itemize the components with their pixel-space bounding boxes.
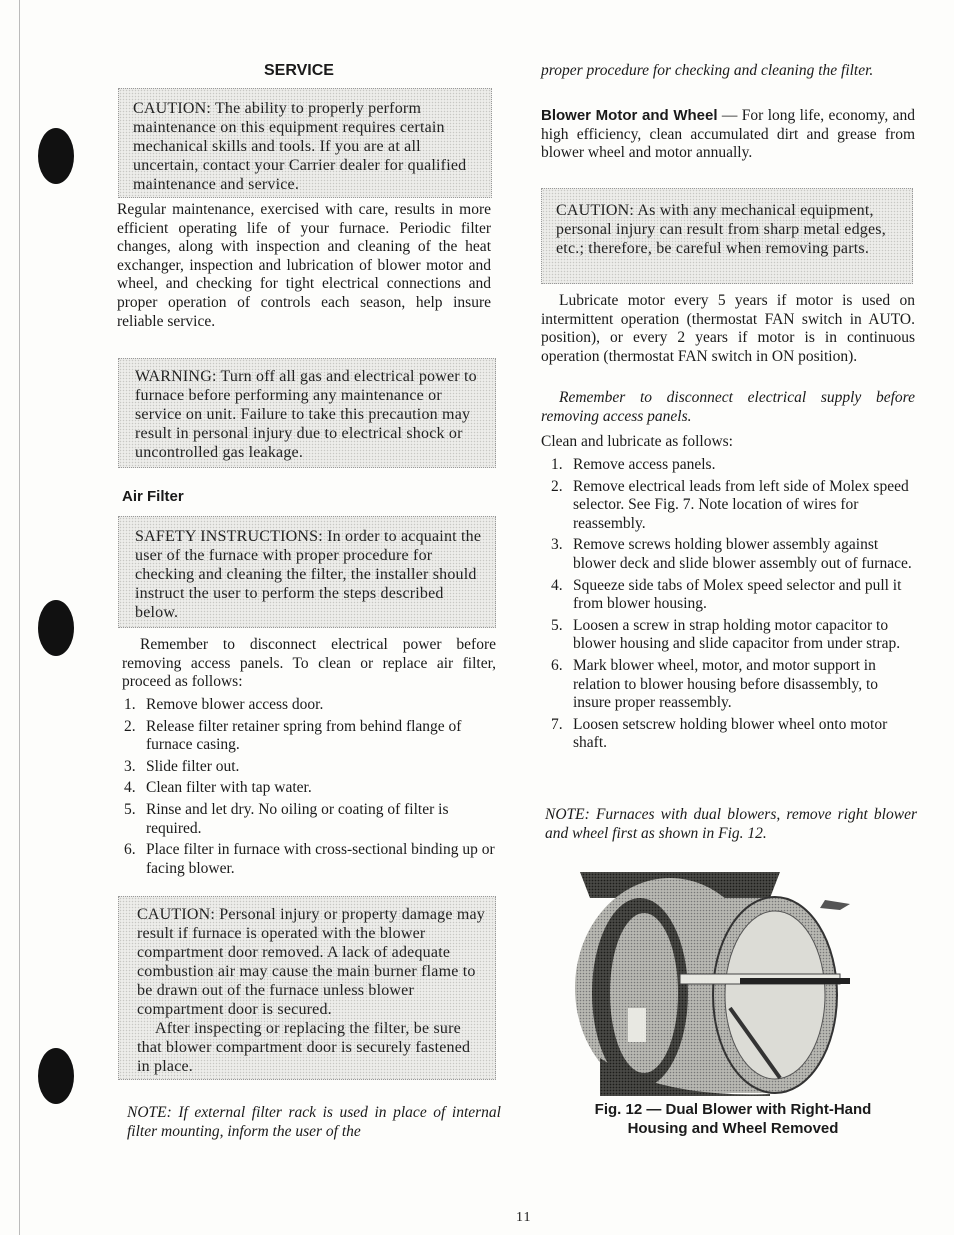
list-item: 6. Mark blower wheel, motor, and motor support in relation to blower housing before disassembly, to insure proper reassembly.: [551, 656, 879, 712]
blower-paragraph: [541, 107, 915, 163]
list-item: 1. Remove blower access door.: [124, 696, 324, 713]
external-filter-note: NOTE: If external filter rack is used in place of internal filter mounting, inform the user of the: [127, 1104, 501, 1140]
list-item: 2. Release filter retainer spring from behind flange of furnace casing.: [124, 717, 462, 754]
list-item: 1. Remove access panels.: [551, 456, 716, 473]
list-item: 3. Slide filter out.: [124, 757, 240, 775]
binder-hole: [38, 128, 74, 184]
caution-text: CAUTION: The ability to properly perform maintenance on this equipment requires certain mechanical skills and tools. If you are at all uncertain, contact your Carrier dealer for qualified maintenance and service.: [133, 100, 467, 193]
blower-steps-list: [549, 456, 917, 756]
warning-box: [118, 358, 496, 468]
list-item: 6. Place filter in furnace with cross-sectional binding up or facing blower.: [124, 841, 495, 877]
blower-photo: [570, 858, 850, 1096]
caution-box-sharp-edges: [541, 188, 913, 284]
caption-line: Fig. 12 — Dual Blower with Right-Hand: [594, 1101, 872, 1118]
caution-box-door: [118, 896, 496, 1080]
list-item: 5. Loosen a screw in strap holding motor capacitor to blower housing and slide capacitor from under strap.: [551, 616, 901, 653]
list-item: 3. Remove screws holding blower assembly against blower deck and slide blower assembly out of furnace.: [551, 536, 912, 572]
filter-steps-list: [122, 696, 496, 881]
safety-text: SAFETY INSTRUCTIONS: In order to acquaint the user of the furnace with proper procedure for checking and cleaning the filter, the installer should instruct the user to perform the steps described below.: [135, 528, 482, 621]
remember-paragraph: Remember to disconnect electrical power before removing access panels. To clean or replace air filter, proceed as follows:: [122, 636, 496, 691]
figure-caption: [548, 1100, 918, 1138]
clean-intro: Clean and lubricate as follows:: [541, 433, 733, 450]
blower-heading: Blower Motor and Wheel: [541, 107, 718, 124]
air-filter-heading: Air Filter: [122, 488, 184, 505]
page-edge-line: [19, 0, 20, 1235]
caution-box-skills: [118, 88, 492, 198]
caption-line: Housing and Wheel Removed: [627, 1120, 839, 1137]
note-continuation: proper procedure for checking and cleaning the filter.: [541, 62, 874, 79]
lubricate-paragraph: Lubricate motor every 5 years if motor is used on intermittent operation (thermostat FAN switch in AUTO. position), or every 2 years if motor is in continuous operation (thermostat FAN switch in ON position).: [541, 292, 915, 365]
binder-hole: [38, 1048, 74, 1104]
remember-electrical-note: Remember to disconnect electrical supply before removing access panels.: [541, 389, 915, 425]
caution-text: CAUTION: As with any mechanical equipment, personal injury can result from sharp metal edges, etc.; therefore, be careful when removing parts.: [556, 202, 886, 257]
binder-hole: [38, 600, 74, 656]
list-item: 2. Remove electrical leads from left side of Molex speed selector. See Fig. 7. Note location of wires for reassembly.: [551, 477, 909, 532]
caution-text: CAUTION: Personal injury or property damage may result if furnace is operated with the blower compartment door removed. A lack of adequate combustion air may cause the main burner flame to be drawn out of the furnace unless blower compartment door is secured.: [137, 906, 485, 1018]
list-item: 4. Clean filter with tap water.: [124, 779, 312, 797]
page-number: 11: [516, 1210, 532, 1225]
list-item: 4. Squeeze side tabs of Molex speed selector and pull it from blower housing.: [551, 576, 902, 613]
caution-text: After inspecting or replacing the filter, be sure that blower compartment door is securely fastened in place.: [137, 1020, 471, 1075]
list-item: 7. Loosen setscrew holding blower wheel onto motor shaft.: [551, 715, 888, 752]
blower-text: — For long life, economy, and high efficiency, clean accumulated dirt and grease from blower wheel and motor annually.: [541, 107, 916, 162]
blower-housing-image: [570, 858, 850, 1096]
safety-instructions-box: [118, 516, 496, 628]
list-item: 5. Rinse and let dry. No oiling or coating of filter is required.: [124, 800, 449, 837]
warning-text: WARNING: Turn off all gas and electrical power to furnace before performing any maintenance or service on unit. Failure to take this precaution may result in personal injury due to electrical shock or uncontrolled gas leakage.: [135, 368, 477, 461]
dual-blower-note: NOTE: Furnaces with dual blowers, remove right blower and wheel first as shown in Fig. 12.: [545, 806, 917, 842]
service-heading: SERVICE: [264, 62, 334, 79]
service-intro-paragraph: Regular maintenance, exercised with care, results in more efficient operating life of your furnace. Periodic filter changes, along with inspection and cleaning of the heat exchanger, inspection and lubrication of blower motor and wheel, and checking for tight electrical connections and proper operation of controls each season, help insure reliable service.: [117, 201, 491, 330]
